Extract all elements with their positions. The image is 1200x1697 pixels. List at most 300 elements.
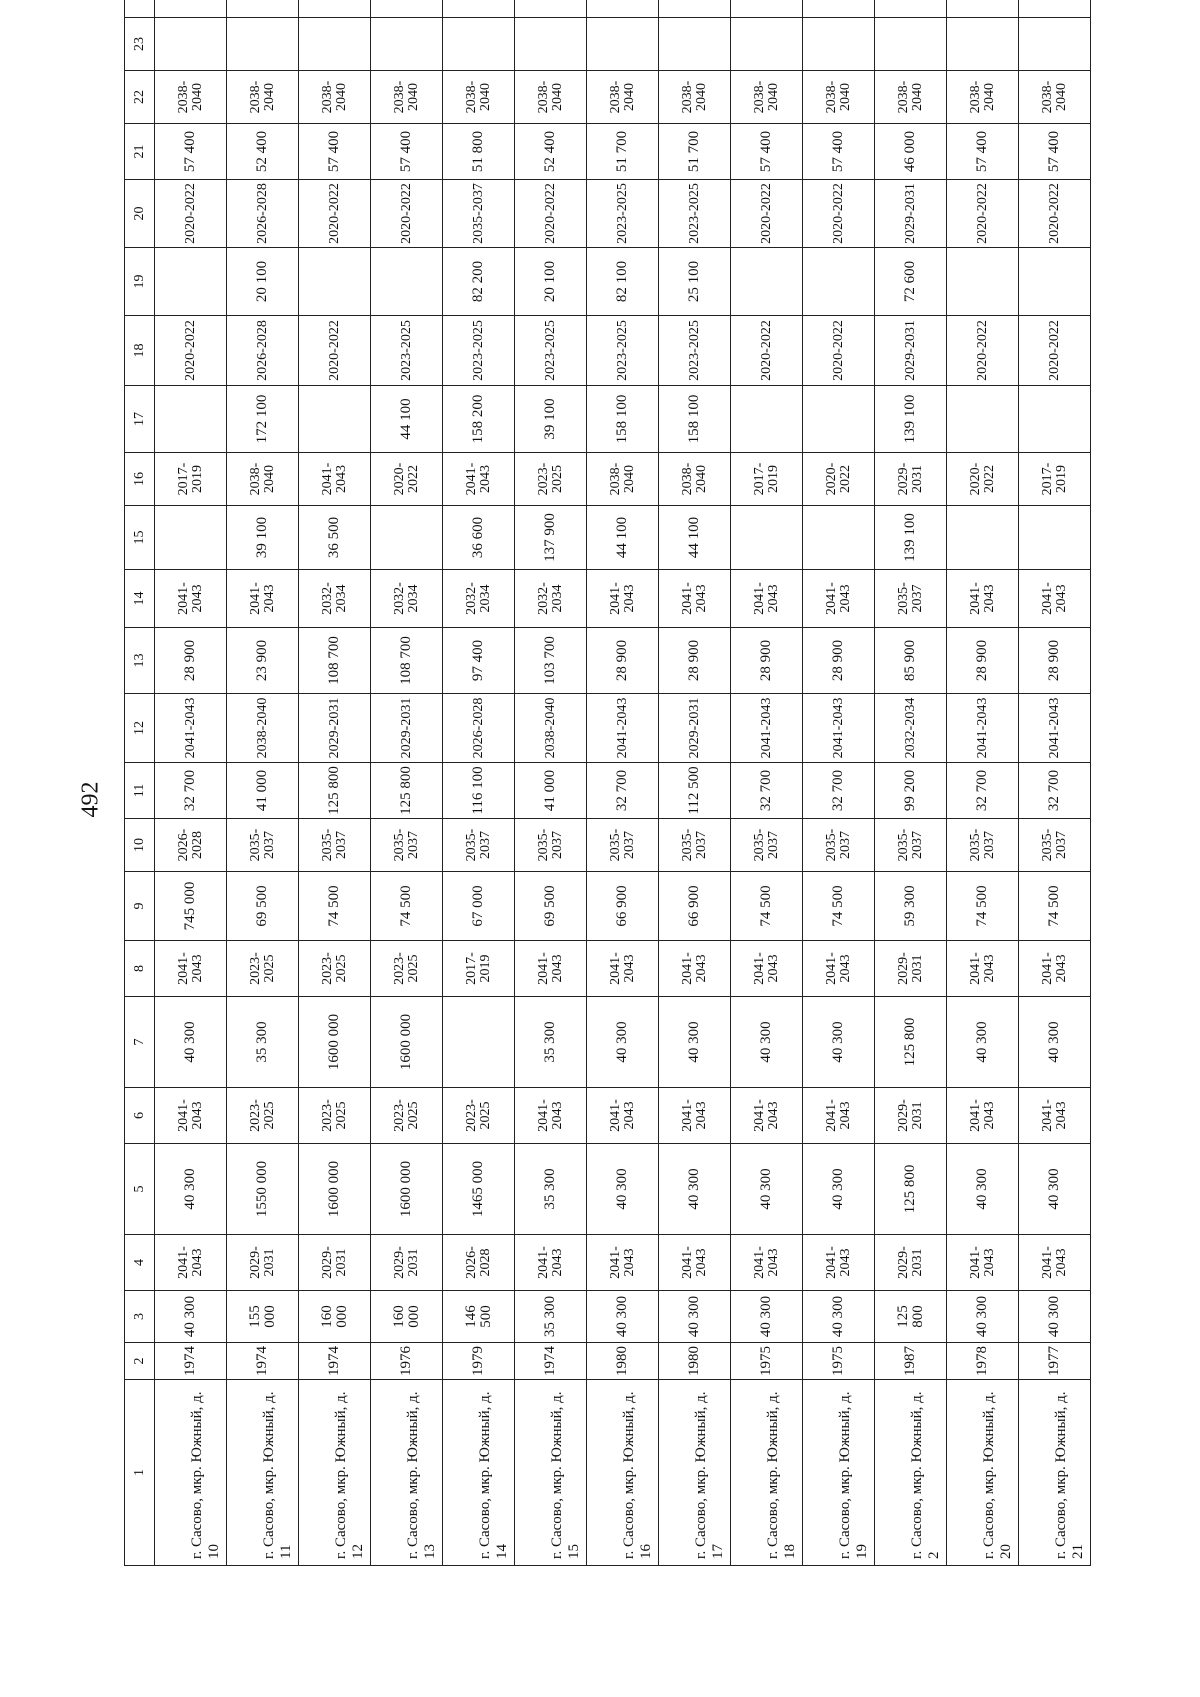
cost-cell: 44 100 [371,386,443,453]
cost-cell [1019,18,1091,71]
cost-cell: 35 300 [227,997,299,1088]
cost-cell: 155 000 [227,1291,299,1343]
cost-cell: 74 500 [947,872,1019,941]
period-cell: 2038-2040 [371,71,443,124]
cost-cell [299,248,371,316]
cost-cell: 74 500 [803,872,875,941]
period-cell: 2038-2040 [1019,71,1091,124]
address-cell: г. Сасово, мкр. Южный, д. 19 [803,1380,875,1566]
cost-cell: 35 300 [515,997,587,1088]
period-cell: 2038-2040 [227,453,299,506]
period-cell: 2029-2031 [875,941,947,997]
cost-cell: 51 700 [659,124,731,180]
period-cell: 2041-2043 [1019,570,1091,628]
cost-cell [803,506,875,570]
period-cell: 2020-2022 [1019,180,1091,248]
period-cell: 2041-2043 [155,694,227,763]
cost-cell: 28 900 [587,628,659,694]
column-number-header: 10 [125,819,155,872]
cost-cell: 32 700 [947,763,1019,819]
address-cell: г. Сасово, мкр. Южный, д. 20 [947,1380,1019,1566]
cost-cell: 28 900 [155,628,227,694]
cost-cell [659,0,731,18]
cost-cell [371,248,443,316]
cost-cell: 28 900 [731,628,803,694]
period-cell: 2023-2025 [299,1088,371,1144]
cost-cell: 40 300 [1019,1291,1091,1343]
cost-cell: 137 900 [515,506,587,570]
period-cell: 2035-2037 [659,819,731,872]
period-cell: 2041-2043 [659,1235,731,1291]
cost-cell [947,506,1019,570]
year-built-cell: 1974 [515,1343,587,1380]
cost-cell: 40 300 [155,1291,227,1343]
cost-cell [443,18,515,71]
cost-cell: 72 600 [875,248,947,316]
column-number-header: 5 [125,1144,155,1235]
period-cell: 2035-2037 [587,819,659,872]
period-cell: 2041-2043 [515,1235,587,1291]
cost-cell: 125 800 [875,1291,947,1343]
cost-cell: 35 300 [515,1144,587,1235]
cost-cell [587,0,659,18]
period-cell: 2032-2034 [443,570,515,628]
capital-repair-schedule-table [124,0,1091,1566]
period-cell: 2029-2031 [875,453,947,506]
address-cell: г. Сасово, мкр. Южный, д. 15 [515,1380,587,1566]
period-cell: 2038-2040 [515,71,587,124]
period-cell: 2041-2043 [227,570,299,628]
cost-cell: 66 900 [659,872,731,941]
period-cell: 2023-2025 [371,316,443,386]
column-number-header: 11 [125,763,155,819]
cost-cell: 116 100 [443,763,515,819]
cost-cell [875,18,947,71]
period-cell: 2023-2025 [515,316,587,386]
cost-cell: 108 700 [299,628,371,694]
cost-cell: 39 100 [515,386,587,453]
column-number-header: 12 [125,694,155,763]
period-cell: 2023-2025 [515,453,587,506]
cost-cell: 139 100 [875,506,947,570]
cost-cell: 57 400 [803,124,875,180]
period-cell: 2041-2043 [803,570,875,628]
period-cell: 2026-2028 [443,1235,515,1291]
period-cell: 2032-2034 [875,694,947,763]
period-cell: 2041-2043 [947,1235,1019,1291]
period-cell: 2038-2040 [731,71,803,124]
period-cell: 2041-2043 [731,1235,803,1291]
period-cell: 2035-2037 [443,819,515,872]
period-cell: 2029-2031 [875,316,947,386]
cost-cell: 74 500 [731,872,803,941]
cost-cell [731,0,803,18]
period-cell: 2041-2043 [443,453,515,506]
period-cell: 2023-2025 [443,316,515,386]
cost-cell: 1600 000 [371,997,443,1088]
period-cell: 2026-2028 [443,694,515,763]
cost-cell: 44 100 [659,506,731,570]
period-cell: 2023-2025 [659,180,731,248]
period-cell: 2026-2028 [227,316,299,386]
period-cell: 2041-2043 [947,941,1019,997]
period-cell: 2032-2034 [299,570,371,628]
period-cell: 2038-2040 [587,453,659,506]
address-cell: г. Сасово, мкр. Южный, д. 2 [875,1380,947,1566]
period-cell: 2023-2025 [227,941,299,997]
period-cell: 2029-2031 [299,694,371,763]
column-number-header: 2 [125,1343,155,1380]
cost-cell: 74 500 [299,872,371,941]
cost-cell: 40 300 [803,1144,875,1235]
cost-cell: 160 000 [371,1291,443,1343]
year-built-cell: 1975 [731,1343,803,1380]
cost-cell [803,0,875,18]
page-number: 492 [77,781,104,817]
period-cell: 2029-2031 [371,694,443,763]
cost-cell [731,506,803,570]
cost-cell: 125 800 [875,1144,947,1235]
cost-cell: 158 100 [587,386,659,453]
period-cell: 2020-2022 [947,180,1019,248]
cost-cell [875,0,947,18]
cost-cell [731,18,803,71]
cost-cell: 51 800 [443,124,515,180]
period-cell: 2020-2022 [803,316,875,386]
cost-cell: 160 000 [299,1291,371,1343]
column-number-header: 21 [125,124,155,180]
period-cell: 2041-2043 [155,570,227,628]
year-built-cell: 1974 [299,1343,371,1380]
cost-cell: 57 400 [947,124,1019,180]
cost-cell [1019,506,1091,570]
period-cell: 2041-2043 [731,570,803,628]
table-row [587,0,659,1566]
cost-cell: 41 000 [227,763,299,819]
period-cell: 2020-2022 [731,316,803,386]
cost-cell: 97 400 [443,628,515,694]
cost-cell: 40 300 [659,1144,731,1235]
cost-cell: 46 000 [875,124,947,180]
cost-cell: 59 300 [875,872,947,941]
cost-cell: 25 100 [659,248,731,316]
period-cell: 2041-2043 [155,1088,227,1144]
period-cell: 2038-2040 [299,71,371,124]
period-cell: 2041-2043 [515,1088,587,1144]
period-cell: 2023-2025 [371,941,443,997]
cost-cell: 40 300 [1019,1144,1091,1235]
cost-cell [227,18,299,71]
cost-cell: 28 900 [803,628,875,694]
period-cell: 2041-2043 [587,1235,659,1291]
cost-cell: 40 300 [587,1291,659,1343]
year-built-cell: 1980 [659,1343,731,1380]
cost-cell [299,0,371,18]
period-cell: 2023-2025 [443,1088,515,1144]
cost-cell: 40 300 [155,997,227,1088]
cost-cell: 74 500 [371,872,443,941]
column-number-header: 6 [125,1088,155,1144]
period-cell: 2038-2040 [515,694,587,763]
period-cell: 2029-2031 [875,1088,947,1144]
period-cell: 2041-2043 [155,941,227,997]
cost-cell: 32 700 [1019,763,1091,819]
period-cell: 2035-2037 [371,819,443,872]
period-cell: 2023-2025 [587,316,659,386]
address-cell: г. Сасово, мкр. Южный, д. 16 [587,1380,659,1566]
cost-cell: 57 400 [155,124,227,180]
period-cell: 2041-2043 [947,570,1019,628]
period-cell: 2020-2022 [947,453,1019,506]
period-cell: 2041-2043 [659,570,731,628]
column-number-header: 19 [125,248,155,316]
cost-cell: 85 900 [875,628,947,694]
cost-cell [803,248,875,316]
cost-cell: 99 200 [875,763,947,819]
period-cell: 2035-2037 [875,819,947,872]
period-cell: 2038-2040 [659,71,731,124]
cost-cell: 52 400 [227,124,299,180]
period-cell: 2041-2043 [587,570,659,628]
cost-cell: 69 500 [227,872,299,941]
period-cell: 2041-2043 [803,694,875,763]
cost-cell: 28 900 [1019,628,1091,694]
cost-cell: 125 800 [299,763,371,819]
period-cell: 2038-2040 [875,71,947,124]
cost-cell: 40 300 [155,1144,227,1235]
period-cell: 2041-2043 [299,453,371,506]
period-cell: 2041-2043 [1019,1088,1091,1144]
cost-cell [947,18,1019,71]
cost-cell: 40 300 [947,1144,1019,1235]
cost-cell: 57 400 [1019,124,1091,180]
column-number-header: 8 [125,941,155,997]
column-number-header: 22 [125,71,155,124]
period-cell: 2017-2019 [443,941,515,997]
period-cell: 2035-2037 [227,819,299,872]
cost-cell [371,18,443,71]
cost-cell [155,18,227,71]
cost-cell: 57 400 [371,124,443,180]
period-cell: 2041-2043 [731,941,803,997]
period-cell: 2035-2037 [515,819,587,872]
period-cell: 2041-2043 [947,694,1019,763]
period-cell: 2038-2040 [155,71,227,124]
period-cell: 2029-2031 [659,694,731,763]
cost-cell: 1550 000 [227,1144,299,1235]
period-cell: 2023-2025 [299,941,371,997]
column-number-header: 9 [125,872,155,941]
period-cell: 2020-2022 [803,453,875,506]
address-cell: г. Сасово, мкр. Южный, д. 12 [299,1380,371,1566]
period-cell: 2020-2022 [299,180,371,248]
period-cell: 2029-2031 [299,1235,371,1291]
cost-cell [371,0,443,18]
period-cell: 2041-2043 [1019,1235,1091,1291]
period-cell: 2020-2022 [515,180,587,248]
cost-cell: 1600 000 [299,1144,371,1235]
cost-cell: 57 400 [299,124,371,180]
table-row [1019,0,1091,1566]
cost-cell: 745 000 [155,872,227,941]
column-number-header [125,0,155,18]
period-cell: 2038-2040 [659,453,731,506]
cost-cell: 40 300 [587,1144,659,1235]
column-number-header: 1 [125,1380,155,1566]
period-cell: 2041-2043 [515,941,587,997]
period-cell: 2035-2037 [731,819,803,872]
address-cell: г. Сасово, мкр. Южный, д. 11 [227,1380,299,1566]
period-cell: 2038-2040 [803,71,875,124]
column-number-header: 20 [125,180,155,248]
cost-cell [299,18,371,71]
period-cell: 2041-2043 [1019,941,1091,997]
table-row [299,0,371,1566]
cost-cell: 40 300 [731,997,803,1088]
period-cell: 2035-2037 [803,819,875,872]
cost-cell [515,0,587,18]
period-cell: 2041-2043 [587,694,659,763]
cost-cell [515,18,587,71]
header-row [125,0,155,1566]
cost-cell: 158 100 [659,386,731,453]
column-number-header: 13 [125,628,155,694]
cost-cell [1019,386,1091,453]
cost-cell [155,506,227,570]
column-number-header: 17 [125,386,155,453]
column-number-header: 23 [125,18,155,71]
cost-cell: 1600 000 [299,997,371,1088]
period-cell: 2020-2022 [731,180,803,248]
period-cell: 2023-2025 [227,1088,299,1144]
year-built-cell: 1974 [155,1343,227,1380]
column-number-header: 15 [125,506,155,570]
table-row [155,0,227,1566]
period-cell: 2032-2034 [515,570,587,628]
period-cell: 2029-2031 [875,1235,947,1291]
period-cell: 2020-2022 [803,180,875,248]
cost-cell: 35 300 [515,1291,587,1343]
year-built-cell: 1975 [803,1343,875,1380]
column-number-header: 3 [125,1291,155,1343]
column-number-header: 7 [125,997,155,1088]
cost-cell [443,0,515,18]
period-cell: 2041-2043 [803,1088,875,1144]
cost-cell [155,248,227,316]
period-cell: 2041-2043 [803,1235,875,1291]
cost-cell: 52 400 [515,124,587,180]
period-cell: 2023-2025 [587,180,659,248]
cost-cell: 40 300 [731,1291,803,1343]
period-cell: 2026-2028 [227,180,299,248]
cost-cell: 40 300 [587,997,659,1088]
period-cell: 2020-2022 [299,316,371,386]
cost-cell [155,0,227,18]
period-cell: 2038-2040 [587,71,659,124]
cost-cell: 20 100 [515,248,587,316]
period-cell: 2029-2031 [371,1235,443,1291]
cost-cell [227,0,299,18]
table-row [371,0,443,1566]
cost-cell [1019,248,1091,316]
cost-cell: 40 300 [947,997,1019,1088]
cost-cell: 40 300 [803,997,875,1088]
column-number-header: 14 [125,570,155,628]
cost-cell: 32 700 [731,763,803,819]
period-cell: 2035-2037 [875,570,947,628]
period-cell: 2023-2025 [371,1088,443,1144]
cost-cell: 39 100 [227,506,299,570]
period-cell: 2041-2043 [803,941,875,997]
period-cell: 2038-2040 [227,71,299,124]
cost-cell [731,386,803,453]
cost-cell: 28 900 [947,628,1019,694]
cost-cell: 32 700 [803,763,875,819]
cost-cell [155,386,227,453]
cost-cell: 146 500 [443,1291,515,1343]
address-cell: г. Сасово, мкр. Южный, д. 10 [155,1380,227,1566]
cost-cell: 40 300 [731,1144,803,1235]
period-cell: 2041-2043 [1019,694,1091,763]
year-built-cell: 1980 [587,1343,659,1380]
cost-cell: 125 800 [875,997,947,1088]
cost-cell: 74 500 [1019,872,1091,941]
cost-cell [803,18,875,71]
table-row [443,0,515,1566]
period-cell: 2038-2040 [443,71,515,124]
period-cell: 2017-2019 [731,453,803,506]
table-row [947,0,1019,1566]
cost-cell: 44 100 [587,506,659,570]
table-row [875,0,947,1566]
period-cell: 2041-2043 [947,1088,1019,1144]
cost-cell: 41 000 [515,763,587,819]
period-cell: 2029-2031 [227,1235,299,1291]
cost-cell: 40 300 [659,997,731,1088]
column-number-header: 18 [125,316,155,386]
cost-cell [443,997,515,1088]
period-cell: 2026-2028 [155,819,227,872]
cost-cell [947,386,1019,453]
cost-cell [299,386,371,453]
period-cell: 2041-2043 [731,1088,803,1144]
cost-cell: 40 300 [947,1291,1019,1343]
cost-cell: 1600 000 [371,1144,443,1235]
cost-cell: 108 700 [371,628,443,694]
period-cell: 2020-2022 [155,316,227,386]
cost-cell: 40 300 [659,1291,731,1343]
table-row [803,0,875,1566]
period-cell: 2017-2019 [155,453,227,506]
cost-cell: 1465 000 [443,1144,515,1235]
year-built-cell: 1978 [947,1343,1019,1380]
period-cell: 2020-2022 [371,453,443,506]
cost-cell: 32 700 [587,763,659,819]
cost-cell: 112 500 [659,763,731,819]
year-built-cell: 1977 [1019,1343,1091,1380]
year-built-cell: 1979 [443,1343,515,1380]
cost-cell [731,248,803,316]
table-row [227,0,299,1566]
cost-cell: 69 500 [515,872,587,941]
year-built-cell: 1987 [875,1343,947,1380]
cost-cell: 40 300 [1019,997,1091,1088]
period-cell: 2035-2037 [947,819,1019,872]
cost-cell: 67 000 [443,872,515,941]
year-built-cell: 1976 [371,1343,443,1380]
cost-cell: 40 300 [803,1291,875,1343]
table-row [659,0,731,1566]
